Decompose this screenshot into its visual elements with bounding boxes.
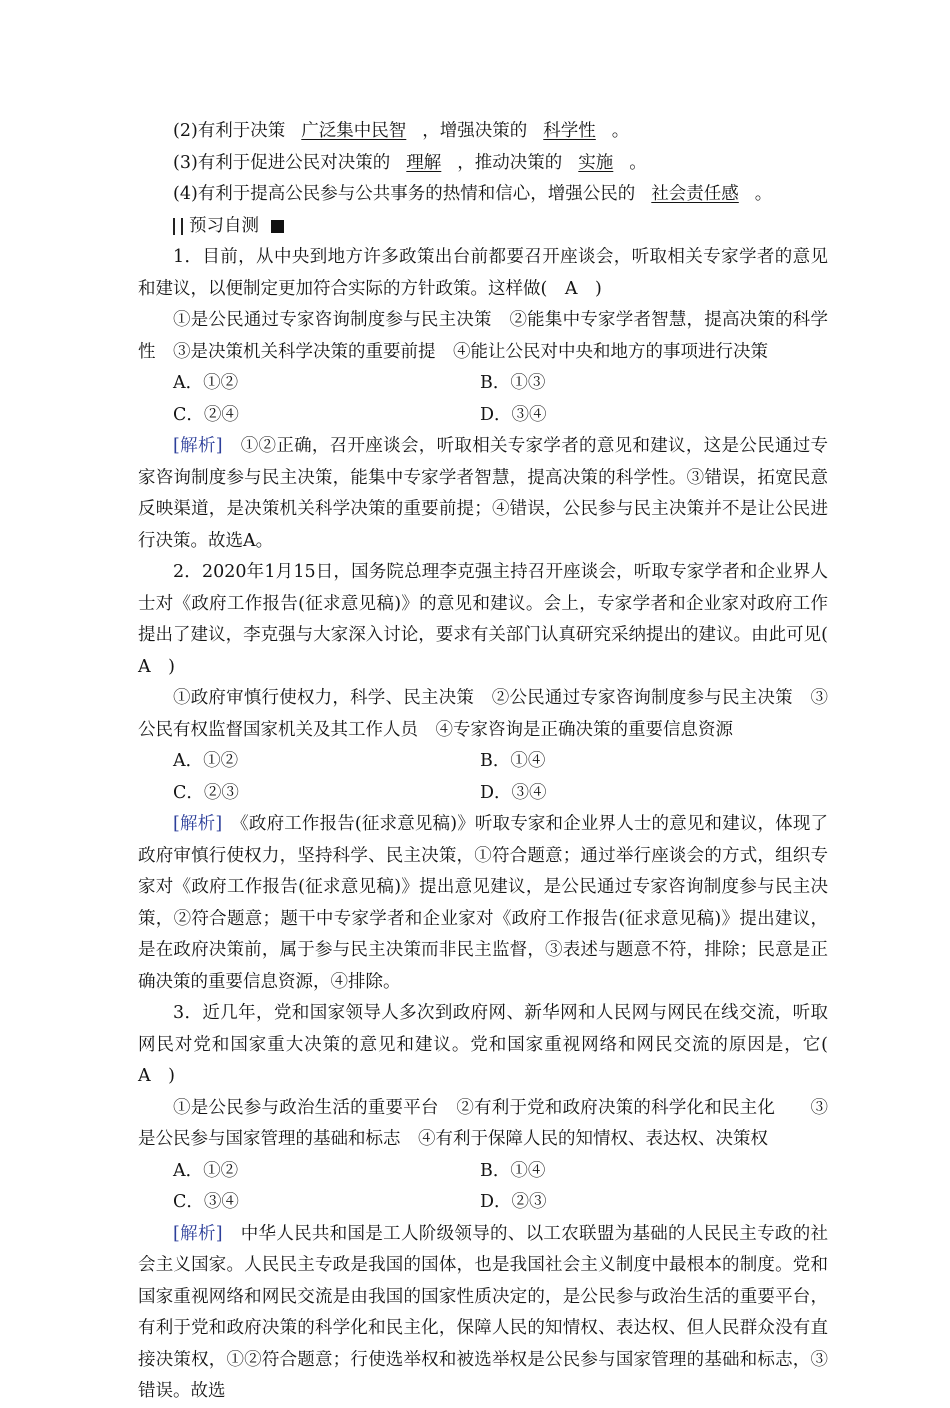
question-2-analysis: [解析] 《政府工作报告(征求意见稿)》听取专家和企业界人士的意见和建议，体现了政府审慎行使权力，坚持科学、民主决策，①符合题意；通过举行座谈会的方式，组织专家对《政府工作报告(征求意见稿)》提出意见建议，是公民通过专家咨询制度参与民主决策，②符合题意；题干中专家学者和企业家对《政府工作报告(征求意见稿)》提出建议，是在政府决策前，属于参与民主决策而非民主监督，③表述与题意不符，排除；民意是正确决策的重要信息资源，④排除。 xyxy=(138,814,829,992)
question-3-analysis: [解析] 中华人民共和国是工人阶级领导的、以工农联盟为基础的人民民主专政的社会主义国家。人民民主专政是我国的国体，也是我国社会主义制度中最根本的制度。党和国家重视网络和网民交流是由我国的国家性质决定的，是公民参与政治生活的重要平台，有利于党和政府决策的科学化和民主化，保障人民的知情权、表达权、但人民群众没有直接决策权，①②符合题意；行使选举权和被选举权是公民参与国家管理的基础和标志，③错误。故选 xyxy=(138,1223,829,1401)
question-1-analysis: [解析] ①②正确，召开座谈会，听取相关专家学者的意见和建议，这是公民通过专家咨询制度参与民主决策，能集中专家学者智慧，提高决策的科学性。③错误，拓宽民意反映渠道，是决策机关科学决策的重要前提；④错误，公民参与民主决策并不是让公民进行决策。故选A。 xyxy=(138,436,829,551)
option-a: A．①② xyxy=(173,373,239,393)
answer-blank: 科学性 xyxy=(543,121,596,141)
analysis-tag: [解析] xyxy=(173,1223,223,1244)
question-1-stem: 1．目前，从中央到地方许多政策出台前都要召开座谈会，听取相关专家学者的意见和建议，以便制定更加符合实际的方针政策。这样做( A ) xyxy=(138,247,828,299)
option-c: C．③④ xyxy=(173,1192,239,1212)
option-b: B．①④ xyxy=(480,1160,546,1181)
analysis-tag: [解析] xyxy=(173,436,223,456)
option-c: C．②④ xyxy=(173,404,239,425)
option-d: D．②③ xyxy=(480,1192,547,1212)
section-header: 预习自测 xyxy=(138,211,828,243)
bar-icon xyxy=(173,218,175,235)
fill-item-3: (3)有利于促进公民对决策的 理解 ，推动决策的 实施 。 xyxy=(173,152,647,173)
question-2-statements: ①政府审慎行使权力，科学、民主决策 ②公民通过专家咨询制度参与民主决策 ③公民有权监督国家机关及其工作人员 ④专家咨询是正确决策的重要信息资源 xyxy=(138,688,828,740)
answer-blank: 实施 xyxy=(578,152,614,173)
question-2-stem: 2．2020年1月15日，国务院总理李克强主持召开座谈会，听取专家学者和企业界人士对《政府工作报告(征求意见稿)》的意见和建议。会上，专家学者和企业家对政府工作提出了建议，李克强与大家深入讨论，要求有关部门认真研究采纳提出的建议。由此可见( A ) xyxy=(138,562,846,677)
document-page xyxy=(138,116,846,1408)
answer-blank: 社会责任感 xyxy=(651,184,739,204)
option-d: D．③④ xyxy=(480,404,547,425)
bar-icon xyxy=(181,218,183,235)
option-a: A．①② xyxy=(173,751,239,771)
option-b: B．①③ xyxy=(480,373,546,393)
question-3-stem: 3．近几年，党和国家领导人多次到政府网、新华网和人民网与网民在线交流，听取网民对党和国家重大决策的意见和建议。党和国家重视网络和网民交流的原因是，它( A ) xyxy=(138,1003,846,1086)
question-3-statements: ①是公民参与政治生活的重要平台 ②有利于党和政府决策的科学化和民主化 ③是公民参与国家管理的基础和标志 ④有利于保障人民的知情权、表达权、决策权 xyxy=(138,1097,828,1149)
fill-item-2: (2)有利于决策 广泛集中民智 ，增强决策的 科学性 。 xyxy=(173,121,630,141)
square-icon xyxy=(271,220,284,233)
option-c: C．②③ xyxy=(173,782,239,803)
option-d: D．③④ xyxy=(480,782,547,803)
question-2-options xyxy=(138,746,828,809)
answer-blank: 理解 xyxy=(406,152,442,173)
question-1-options xyxy=(138,368,828,431)
answer-blank: 广泛集中民智 xyxy=(301,121,407,141)
analysis-tag: [解析] xyxy=(173,814,223,834)
question-3-options xyxy=(138,1156,828,1219)
option-a: A．①② xyxy=(173,1160,239,1181)
option-b: B．①④ xyxy=(480,751,546,771)
fill-item-4: (4)有利于提高公民参与公共事务的热情和信心，增强公民的 社会责任感 。 xyxy=(173,184,773,204)
question-1-statements: ①是公民通过专家咨询制度参与民主决策 ②能集中专家学者智慧，提高决策的科学性 ③是决策机关科学决策的重要前提 ④能让公民对中央和地方的事项进行决策 xyxy=(138,310,828,362)
